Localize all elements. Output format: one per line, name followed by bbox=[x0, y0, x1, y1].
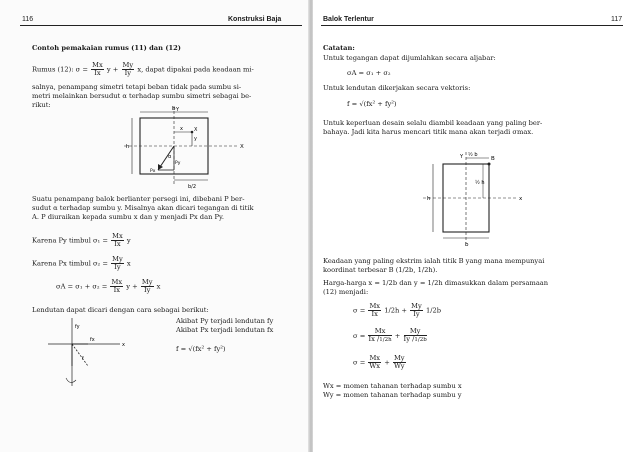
label-f: f bbox=[82, 356, 84, 362]
label-x-coord: x bbox=[180, 126, 183, 132]
catatan-line: Untuk lendutan dikerjakan secara vektoris: bbox=[323, 84, 471, 92]
paragraph-line: (12) menjadi: bbox=[323, 288, 369, 296]
label-x: x bbox=[122, 342, 125, 348]
sigma-a-sum-line: σA = σ₁ + σ₂ = $\frac{Mx}{Ix}$ y + $\frac{My}{Iy}$ x bbox=[56, 278, 161, 294]
paragraph-line: Harga-harga x = 1/2b dan y = 1/2h dimasukkan dalam persamaan bbox=[323, 279, 549, 287]
akibat-px-line: Akibat Px terjadi lendutan fx bbox=[176, 326, 274, 334]
label-x-axis: x bbox=[519, 196, 523, 202]
label-point-a: X bbox=[194, 127, 198, 133]
header-rule-right bbox=[321, 25, 623, 26]
label-b: b bbox=[172, 106, 176, 112]
point-a-marker bbox=[191, 131, 194, 134]
fraction-my-wy: $\frac{My}{Wy}$ bbox=[393, 354, 405, 370]
load-p-arrowhead bbox=[158, 164, 163, 170]
rotation-arc bbox=[66, 378, 76, 383]
sigma-a-equation: σA = σ₁ + σ₂ bbox=[347, 69, 391, 77]
rumus-12-line: Rumus (12): σ = $\frac{Mx}{Ix}$ y + $\frac{My}{Iy}$ x, dapat dipakai pada keadaan mi- bbox=[32, 61, 254, 77]
fraction-mx-wx: $\frac{Mx}{Wx}$ bbox=[369, 354, 381, 370]
paragraph-line: A. P diuraikan kepada sumbu x dan y menjadi Px dan Py. bbox=[32, 213, 225, 221]
paragraph-line: rikut: bbox=[32, 101, 51, 109]
label-half-h: ½ h bbox=[475, 180, 485, 186]
paragraph-line: Suatu penampang balok berlianter persegi ini, dibebani P ber- bbox=[32, 195, 245, 203]
paragraph-line: koordinat terbesar B (1/2b, 1/2h). bbox=[323, 266, 438, 274]
header-rule-left bbox=[20, 25, 302, 26]
fraction-mx-ix: $\frac{Mx}{Ix}$ bbox=[92, 61, 103, 77]
f-formula-line: f = √(fx² + fy²) bbox=[176, 345, 226, 353]
figure-section-inclined-load bbox=[108, 106, 258, 190]
running-head-right: Balok Terlentur bbox=[323, 16, 374, 23]
label-y-axis: Y bbox=[460, 154, 464, 160]
label-b2: b/2 bbox=[188, 184, 197, 190]
paragraph-line: metri melainkan bersudut α terhadap sumbu simetri sebagai be- bbox=[32, 92, 252, 100]
fraction-mx-over-ix-half-h: $\frac{Mx}{Ix /1/2h}$ bbox=[368, 327, 392, 343]
figure-extreme-point-b bbox=[413, 152, 533, 248]
catatan-line: Untuk tegangan dapat dijumlahkan secara aljabar: bbox=[323, 54, 496, 62]
label-h: h bbox=[126, 144, 130, 150]
karena-py-line: Karena Py timbul σ₁ = $\frac{Mx}{Ix}$ y bbox=[32, 232, 131, 248]
sigma-equation-1: σ = $\frac{Mx}{Ix}$ 1/2h + $\frac{My}{Iy}$ 1/2b bbox=[353, 302, 441, 318]
point-b-marker bbox=[488, 163, 491, 166]
wy-definition: Wy = momen tahanan terhadap sumbu y bbox=[323, 391, 462, 399]
wx-definition: Wx = momen tahanan terhadap sumbu x bbox=[323, 382, 462, 390]
label-half-b: ½ b bbox=[468, 152, 478, 158]
page-number-right: 117 bbox=[611, 16, 623, 23]
fraction-my-iy: $\frac{My}{Iy}$ bbox=[112, 255, 123, 271]
figure-deflection-vectors bbox=[42, 314, 134, 390]
fraction-mx-ix: $\frac{Mx}{Ix}$ bbox=[112, 232, 123, 248]
label-b-point: B bbox=[491, 156, 495, 162]
paragraph-line: Untuk keperluan desain selalu diambil keadaan yang paling ber- bbox=[323, 119, 543, 127]
paragraph-line: Keadaan yang paling ekstrim ialah titik B yang mana mempunyai bbox=[323, 257, 545, 265]
left-page bbox=[0, 0, 311, 452]
label-fx: fx bbox=[90, 337, 95, 343]
label-y-axis: Y bbox=[176, 107, 180, 113]
paragraph-line: salnya, penampang simetri tetapi beban tidak pada sumbu si- bbox=[32, 83, 242, 91]
fraction-my-iy: $\frac{My}{Iy}$ bbox=[122, 61, 134, 77]
sigma-equation-3: σ = $\frac{Mx}{Wx}$ + $\frac{My}{Wy}$ bbox=[353, 354, 405, 370]
label-x-axis: X bbox=[240, 144, 244, 150]
label-h: h bbox=[427, 196, 431, 202]
section-heading: Contoh pemakaian rumus (11) dan (12) bbox=[32, 44, 181, 52]
label-b: b bbox=[465, 242, 469, 248]
label-py: Py bbox=[175, 161, 181, 166]
running-head-left: Konstruksi Baja bbox=[228, 16, 282, 23]
paragraph-line: bahaya. Jadi kita harus mencari titik mana akan terjadi σmax. bbox=[323, 128, 534, 136]
label-y-coord: y bbox=[194, 136, 197, 142]
fraction-my-iy: $\frac{My}{Iy}$ bbox=[141, 278, 153, 294]
lendutan-line: Lendutan dapat dicari dengan cara sebagai berikut: bbox=[32, 306, 209, 314]
right-page bbox=[313, 0, 638, 452]
akibat-py-line: Akibat Py terjadi lendutan fy bbox=[176, 317, 274, 325]
paragraph-line: sudut α terhadap sumbu y. Misalnya akan dicari tegangan di titik bbox=[32, 204, 254, 212]
fraction-my-iy: $\frac{My}{Iy}$ bbox=[411, 302, 422, 318]
f-resultant bbox=[72, 344, 88, 366]
label-px: Px bbox=[150, 169, 156, 174]
f-equation: f = √(fx² + fy²) bbox=[347, 100, 397, 108]
page-number-left: 116 bbox=[22, 16, 34, 23]
label-alpha: α bbox=[168, 154, 172, 160]
catatan-heading: Catatan: bbox=[323, 44, 355, 52]
fraction-mx-ix: $\frac{Mx}{Ix}$ bbox=[369, 302, 381, 318]
fraction-mx-ix: $\frac{Mx}{Ix}$ bbox=[111, 278, 123, 294]
rumus-label: Rumus (12): bbox=[32, 65, 74, 74]
fraction-my-over-iy-half-b: $\frac{My}{Iy /1/2b}$ bbox=[403, 327, 427, 343]
label-fy: fy bbox=[75, 324, 80, 330]
sigma-equation-2: σ = $\frac{Mx}{Ix /1/2h}$ + $\frac{My}{Iy /1/2b}$ bbox=[353, 327, 427, 343]
karena-px-line: Karena Px timbul σ₂ = $\frac{My}{Iy}$ x bbox=[32, 255, 131, 271]
